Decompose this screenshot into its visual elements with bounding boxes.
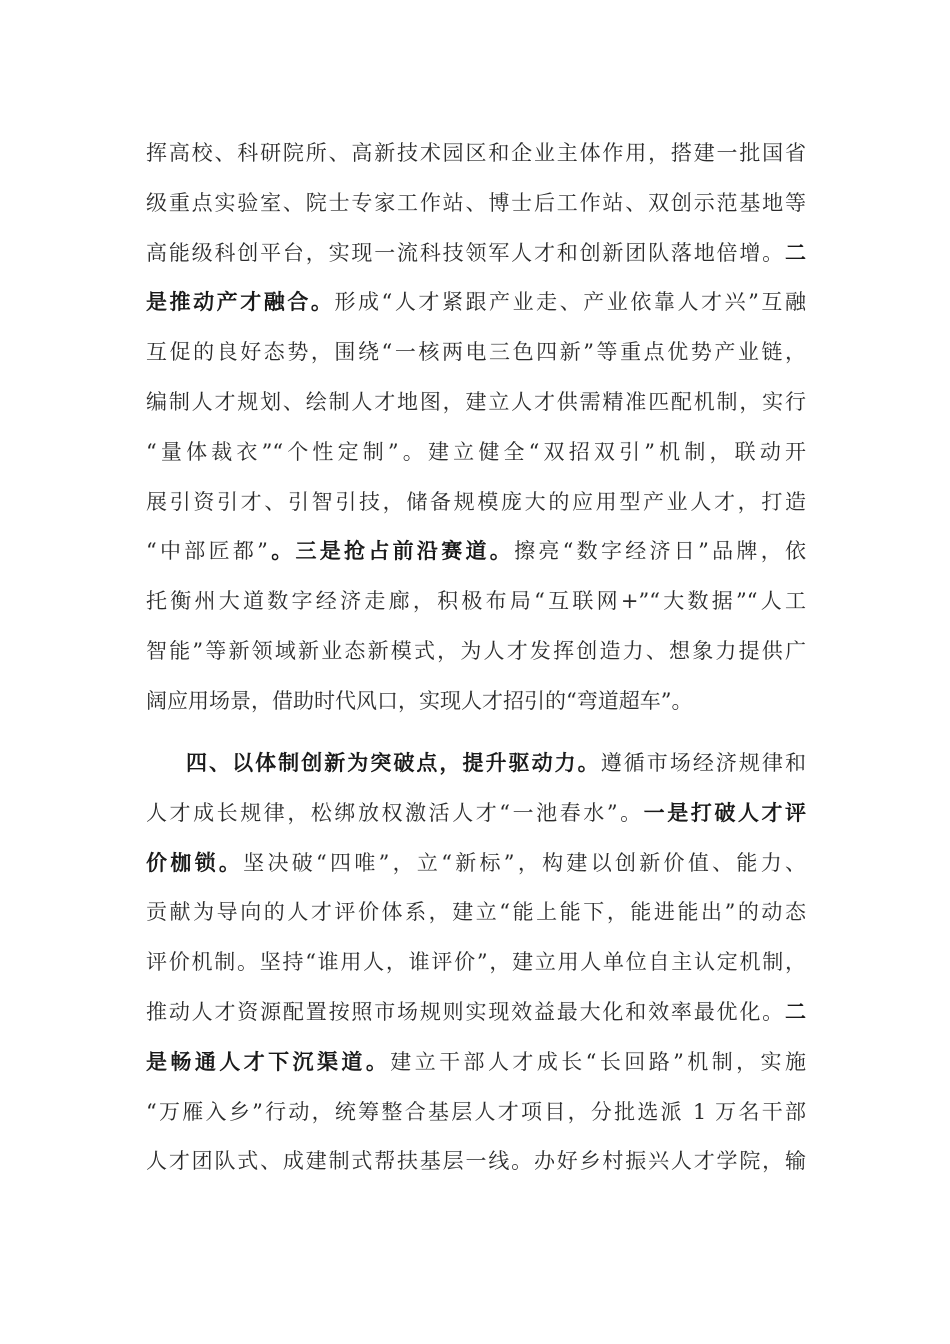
body-text: 建立干部人才成长“长回路”机制，实施 bbox=[390, 1049, 806, 1074]
bold-text: 是推动产才融合。 bbox=[146, 290, 335, 315]
body-text: 人才团队式、成建制式帮扶基层一线。办好乡村振兴人才学院，输 bbox=[146, 1149, 806, 1174]
paragraph-2-line-1 bbox=[186, 743, 806, 783]
paragraph-1-line-12 bbox=[146, 681, 806, 721]
bold-text: 四、以体制创新为突破点，提升驱动力。 bbox=[186, 751, 601, 775]
body-text: 贡献为导向的人才评价体系，建立“能上能下，能进能出”的动态 bbox=[146, 900, 806, 925]
paragraph-1-line-3 bbox=[146, 233, 806, 273]
bold-text: 二 bbox=[785, 1000, 806, 1024]
body-text: 高能级科创平台，实现一流科技领军人才和创新团队落地倍增。 bbox=[146, 240, 785, 265]
paragraph-2-line-7 bbox=[146, 1042, 806, 1082]
body-text: 推动人才资源配置按照市场规则实现效益最大化和效率最优化。 bbox=[146, 1000, 785, 1024]
paragraph-2-line-6 bbox=[146, 992, 806, 1032]
body-text: 挥高校、科研院所、高新技术园区和企业主体作用，搭建一批国省 bbox=[146, 141, 806, 165]
body-text: 阔应用场景，借助时代风口，实现人才招引的“弯道超车”。 bbox=[146, 688, 693, 713]
body-text: 编制人才规划、绘制人才地图，建立人才供需精准匹配机制，实行 bbox=[146, 390, 806, 414]
body-text: 展引资引才、引智引技，储备规模庞大的应用型产业人才，打造 bbox=[146, 489, 806, 514]
body-text: 人才成长规律，松绑放权激活人才“一池春水”。 bbox=[146, 800, 644, 825]
paragraph-1-line-2 bbox=[146, 183, 806, 223]
bold-text: 。三是抢占前沿赛道。 bbox=[267, 539, 515, 564]
bold-text: 价枷锁。 bbox=[146, 850, 244, 875]
paragraph-2-line-9 bbox=[146, 1141, 806, 1181]
body-text: 互促的良好态势，围绕“一核两电三色四新”等重点优势产业链， bbox=[146, 340, 806, 365]
paragraph-1-line-5 bbox=[146, 332, 806, 372]
body-text: 形成“人才紧跟产业走、产业依靠人才兴”互融 bbox=[334, 290, 806, 315]
body-text: 擦亮“数字经济日”品牌，依 bbox=[514, 539, 806, 564]
paragraph-1-line-7 bbox=[146, 432, 806, 472]
body-text: 评价机制。坚持“谁用人，谁评价”，建立用人单位自主认定机制， bbox=[146, 950, 806, 975]
paragraph-1-line-9 bbox=[146, 531, 806, 571]
paragraph-1-line-6 bbox=[146, 382, 806, 422]
body-text: 级重点实验室、院士专家工作站、博士后工作站、双创示范基地等 bbox=[146, 190, 806, 215]
paragraph-1-line-4 bbox=[146, 282, 806, 322]
bold-text: 是畅通人才下沉渠道。 bbox=[146, 1049, 391, 1074]
body-text: “量体裁衣”“个性定制”。建立健全“双招双引”机制，联动开 bbox=[146, 439, 806, 464]
body-text: 遵循市场经济规律和 bbox=[600, 751, 807, 775]
paragraph-2-line-8 bbox=[146, 1092, 806, 1132]
bold-text: 一是打破人才评 bbox=[643, 800, 806, 825]
paragraph-2-line-3 bbox=[146, 843, 806, 883]
paragraph-2-line-2 bbox=[146, 793, 806, 833]
paragraph-1-line-10 bbox=[146, 581, 806, 621]
body-text: 托衡州大道数字经济走廊，积极布局“互联网+”“大数据”“人工 bbox=[146, 589, 806, 614]
paragraph-1-line-11 bbox=[146, 631, 806, 671]
body-text: “中部匠都” bbox=[146, 539, 268, 564]
paragraph-2-line-4 bbox=[146, 892, 806, 932]
bold-text: 二 bbox=[785, 240, 806, 265]
body-text: 坚决破“四唯”，立“新标”，构建以创新价值、能力、 bbox=[243, 850, 806, 875]
paragraph-1-line-8 bbox=[146, 482, 806, 522]
paragraph-2-line-5 bbox=[146, 942, 806, 982]
body-text: “万雁入乡”行动，统筹整合基层人才项目，分批选派 1 万名干部 bbox=[146, 1099, 806, 1124]
paragraph-1-line-1 bbox=[146, 133, 806, 173]
body-text: 智能”等新领域新业态新模式，为人才发挥创造力、想象力提供广 bbox=[146, 639, 806, 663]
